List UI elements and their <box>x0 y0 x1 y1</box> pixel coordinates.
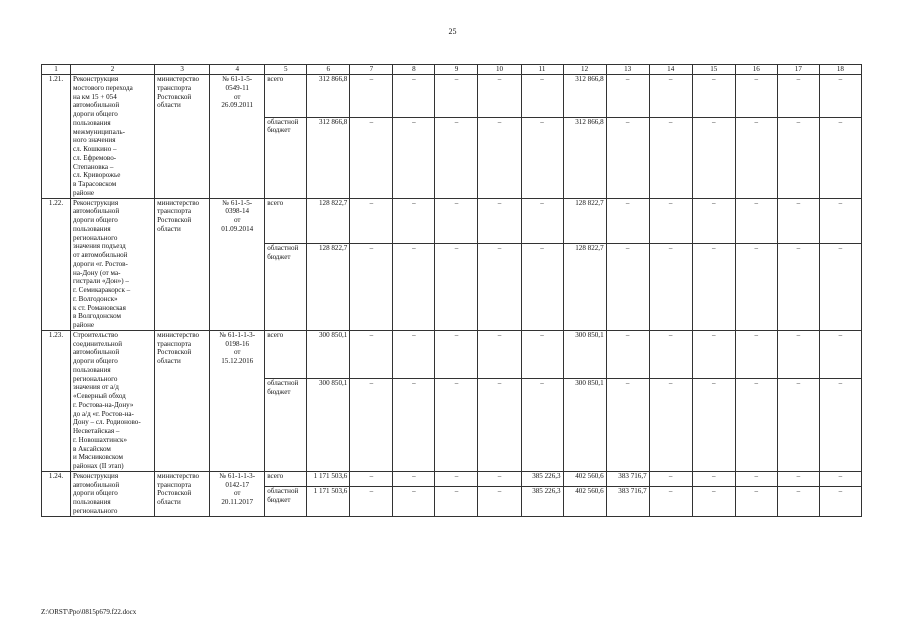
project-name <box>71 198 155 330</box>
amount-cell: – <box>478 198 521 244</box>
column-number-cell: 12 <box>563 65 606 75</box>
amount-cell: – <box>393 75 435 118</box>
project-name-line: соединительной <box>73 339 123 348</box>
column-number-cell: 16 <box>735 65 777 75</box>
document-number-line: от <box>233 92 241 101</box>
column-number-cell: 7 <box>350 65 393 75</box>
amount-cell: 312 866,8 <box>307 117 350 198</box>
project-name-line: пользования <box>73 365 111 374</box>
project-row <box>42 75 862 118</box>
project-name-line: автомобильной <box>73 101 120 110</box>
amount-cell: – <box>478 117 521 198</box>
amount-cell: – <box>393 471 435 486</box>
amount-cell: 128 822,7 <box>307 198 350 244</box>
amount-cell: – <box>393 379 435 471</box>
column-number-cell: 3 <box>155 65 210 75</box>
project-name-line: районе <box>73 188 95 197</box>
ministry-name-line: транспорта <box>157 83 192 92</box>
amount-cell: – <box>777 244 819 331</box>
amount-cell: – <box>777 471 819 486</box>
amount-cell: 312 866,8 <box>563 117 606 198</box>
amount-cell: – <box>777 379 819 471</box>
document-number-line: № 61-1-5- <box>222 75 253 83</box>
document-number <box>210 75 265 199</box>
project-row <box>42 198 862 244</box>
ministry-name-line: министерство <box>157 75 200 83</box>
funding-source-line: бюджет <box>267 252 291 261</box>
document-table-wrapper <box>41 64 862 603</box>
column-number-cell: 8 <box>393 65 435 75</box>
amount-cell: – <box>350 75 393 118</box>
funding-source-line: областной <box>267 487 299 496</box>
document-number-line: от <box>233 348 241 357</box>
ministry-name-line: министерство <box>157 330 200 339</box>
ministry-name <box>155 75 210 199</box>
amount-cell: – <box>350 471 393 486</box>
amount-cell: – <box>819 330 861 379</box>
document-number-line: 0398-14 <box>225 207 250 216</box>
amount-cell: – <box>735 244 777 331</box>
column-number-cell: 6 <box>307 65 350 75</box>
amount-cell: – <box>819 471 861 486</box>
amount-cell: – <box>735 75 777 118</box>
amount-cell: – <box>606 379 649 471</box>
amount-cell: – <box>435 487 478 516</box>
ministry-name-line: транспорта <box>157 339 192 348</box>
funding-source <box>265 379 307 471</box>
column-number-row <box>42 65 862 75</box>
project-name-line: регионального <box>73 506 118 515</box>
project-name-line: сл. Кошкино – <box>73 145 117 153</box>
amount-cell: – <box>649 198 692 244</box>
funding-source-line: областной <box>267 244 299 253</box>
project-name-line: пользования <box>73 118 111 127</box>
ministry-name-line: транспорта <box>157 207 192 216</box>
row-number: 1.24. <box>42 471 71 516</box>
funding-source-line: бюджет <box>267 126 291 135</box>
project-name-line: г. Волгодонск» <box>73 294 118 303</box>
amount-cell: – <box>435 471 478 486</box>
amount-cell: – <box>735 471 777 486</box>
project-name-line: ного значения <box>73 136 116 145</box>
project-name-line: гистрали «Дон») – <box>73 277 129 286</box>
amount-cell: 128 822,7 <box>307 244 350 331</box>
amount-cell: 385 226,3 <box>521 487 563 516</box>
project-name-line: к ст. Романовская <box>73 303 126 312</box>
amount-cell: – <box>777 75 819 118</box>
amount-cell: – <box>777 330 819 379</box>
funding-source-line: бюджет <box>267 388 291 397</box>
amount-cell: – <box>692 117 735 198</box>
amount-cell: – <box>393 198 435 244</box>
amount-cell: – <box>819 379 861 471</box>
document-number-line: № 61-1-5- <box>222 198 253 207</box>
amount-cell: – <box>435 198 478 244</box>
amount-cell: – <box>393 117 435 198</box>
project-name-line: и Мясниковском <box>73 453 123 462</box>
ministry-name-line: министерство <box>157 471 200 480</box>
column-number-cell: 10 <box>478 65 521 75</box>
document-number-line: 0198-16 <box>225 339 250 348</box>
amount-cell: – <box>350 198 393 244</box>
project-name-line: Реконструкция <box>73 198 119 207</box>
amount-cell: 1 171 503,6 <box>307 471 350 486</box>
funding-source-line: областной <box>267 117 299 126</box>
amount-cell: – <box>606 117 649 198</box>
document-number-line: 15.12.2016 <box>221 357 254 365</box>
amount-cell: 402 560,6 <box>563 487 606 516</box>
amount-cell: – <box>521 244 563 331</box>
amount-cell: – <box>606 198 649 244</box>
project-name-line: дороги общего <box>73 489 118 498</box>
ministry-name-line: Ростовской <box>157 92 192 101</box>
project-name-line: в Тарасовском <box>73 180 117 188</box>
ministry-name <box>155 471 210 516</box>
document-number-line: № 61-1-1-3- <box>219 330 256 339</box>
amount-cell: – <box>819 198 861 244</box>
amount-cell: – <box>819 487 861 516</box>
project-name-line: в Аксайском <box>73 444 111 453</box>
project-name-line: на-Дону (от ма- <box>73 268 121 277</box>
ministry-name <box>155 198 210 330</box>
amount-cell: – <box>393 330 435 379</box>
amount-cell: – <box>649 487 692 516</box>
amount-cell: – <box>478 244 521 331</box>
document-number-line: 20.11.2017 <box>221 498 254 506</box>
file-path-footer: Z:\ORST\Ppo\0815p679.f22.docx <box>41 608 137 616</box>
project-name-line: регионального <box>73 233 118 242</box>
ministry-name <box>155 330 210 471</box>
amount-cell: 385 226,3 <box>521 471 563 486</box>
project-name-line: дороги общего <box>73 216 118 224</box>
project-name-line: регионального <box>73 374 118 383</box>
document-number-line: от <box>233 216 241 224</box>
project-table <box>41 64 862 517</box>
funding-source-line: областной <box>267 379 299 388</box>
project-name-line: межмуниципаль- <box>73 127 125 136</box>
project-name-line: значения подъезд <box>73 242 126 251</box>
amount-cell: – <box>521 330 563 379</box>
amount-cell: – <box>735 117 777 198</box>
funding-source <box>265 330 307 379</box>
amount-cell: 1 171 503,6 <box>307 487 350 516</box>
amount-cell: – <box>521 198 563 244</box>
amount-cell: 312 866,8 <box>307 75 350 118</box>
column-number-cell: 17 <box>777 65 819 75</box>
amount-cell: – <box>350 379 393 471</box>
funding-source <box>265 117 307 198</box>
amount-cell: – <box>692 487 735 516</box>
page-number: 25 <box>448 27 457 36</box>
project-name-line: районе <box>73 321 95 329</box>
project-name-line: сл. Ефремово- <box>73 153 117 162</box>
project-name-line: Несветайская – <box>73 427 120 435</box>
amount-cell: – <box>606 330 649 379</box>
column-number-cell: 4 <box>210 65 265 75</box>
column-number-cell: 1 <box>42 65 71 75</box>
amount-cell: – <box>478 379 521 471</box>
amount-cell: – <box>649 117 692 198</box>
amount-cell: – <box>735 379 777 471</box>
amount-cell: 300 850,1 <box>563 379 606 471</box>
funding-source-line: всего <box>267 198 284 207</box>
amount-cell: 128 822,7 <box>563 198 606 244</box>
project-name <box>71 471 155 516</box>
amount-cell: – <box>478 471 521 486</box>
column-number-cell: 18 <box>819 65 861 75</box>
ministry-name-line: Ростовской <box>157 216 192 224</box>
project-name-line: пользования <box>73 224 111 233</box>
amount-cell: – <box>777 117 819 198</box>
project-name-line: дороги общего <box>73 357 118 365</box>
document-number-line: № 61-1-1-3- <box>219 471 256 480</box>
ministry-name-line: области <box>157 357 181 365</box>
amount-cell: – <box>649 75 692 118</box>
project-name-line: автомобильной <box>73 480 120 489</box>
amount-cell: 300 850,1 <box>307 330 350 379</box>
amount-cell: – <box>521 75 563 118</box>
amount-cell: – <box>521 117 563 198</box>
funding-source-line: бюджет <box>267 495 291 504</box>
amount-cell: – <box>350 330 393 379</box>
amount-cell: – <box>777 487 819 516</box>
row-number: 1.23. <box>42 330 71 471</box>
amount-cell: – <box>435 330 478 379</box>
funding-source <box>265 487 307 516</box>
column-number-cell: 5 <box>265 65 307 75</box>
project-name-line: автомобильной <box>73 348 120 357</box>
ministry-name-line: министерство <box>157 198 200 207</box>
document-number <box>210 471 265 516</box>
amount-cell: – <box>478 330 521 379</box>
project-name-line: пользования <box>73 498 111 506</box>
document-number <box>210 198 265 330</box>
project-name-line: на км 15 + 054 <box>73 92 117 101</box>
amount-cell: – <box>350 244 393 331</box>
project-name-line: Строительство <box>73 330 118 339</box>
amount-cell: – <box>649 330 692 379</box>
project-name-line: районах (II этап) <box>73 462 124 470</box>
project-name-line: в Волгодонском <box>73 312 122 321</box>
column-number-cell: 2 <box>71 65 155 75</box>
document-number-line: 26.09.2011 <box>221 101 254 110</box>
amount-cell: 383 716,7 <box>606 487 649 516</box>
amount-cell: 300 850,1 <box>563 330 606 379</box>
amount-cell: – <box>692 471 735 486</box>
amount-cell: – <box>649 471 692 486</box>
row-number: 1.22. <box>42 198 71 330</box>
amount-cell: – <box>692 75 735 118</box>
project-name-line: Дону – сл. Родионово- <box>73 418 141 427</box>
funding-source <box>265 244 307 331</box>
amount-cell: – <box>692 330 735 379</box>
amount-cell: – <box>606 244 649 331</box>
ministry-name-line: Ростовской <box>157 348 192 357</box>
funding-source-line: всего <box>267 471 284 480</box>
project-name <box>71 330 155 471</box>
funding-source <box>265 75 307 118</box>
project-name <box>71 75 155 199</box>
amount-cell: – <box>735 330 777 379</box>
project-row <box>42 471 862 486</box>
ministry-name-line: транспорта <box>157 480 192 489</box>
amount-cell: 128 822,7 <box>563 244 606 331</box>
amount-cell: – <box>435 379 478 471</box>
amount-cell: – <box>478 487 521 516</box>
amount-cell: – <box>478 75 521 118</box>
amount-cell: – <box>521 379 563 471</box>
amount-cell: – <box>435 75 478 118</box>
amount-cell: – <box>435 117 478 198</box>
amount-cell: – <box>735 198 777 244</box>
document-number-line: 01.09.2014 <box>221 224 254 233</box>
project-name-line: значения от а/д <box>73 383 119 392</box>
amount-cell: – <box>819 244 861 331</box>
ministry-name-line: области <box>157 224 181 233</box>
column-number-cell: 9 <box>435 65 478 75</box>
amount-cell: – <box>606 75 649 118</box>
project-name-line: г. Семикаракорск – <box>73 286 131 294</box>
project-name-line: г. Новошахтинск» <box>73 435 128 444</box>
amount-cell: – <box>393 244 435 331</box>
amount-cell: – <box>649 379 692 471</box>
project-name-line: Реконструкция <box>73 471 119 480</box>
project-name-line: Степановка – <box>73 162 114 171</box>
amount-cell: – <box>692 198 735 244</box>
project-name-line: сл. Криворожье <box>73 171 121 180</box>
funding-source <box>265 471 307 486</box>
amount-cell: – <box>692 379 735 471</box>
project-row <box>42 330 862 379</box>
funding-source-line: всего <box>267 75 284 83</box>
document-number-line: 0549-11 <box>225 83 249 92</box>
row-number: 1.21. <box>42 75 71 199</box>
amount-cell: 312 866,8 <box>563 75 606 118</box>
project-name-line: дороги «г. Ростов- <box>73 259 128 268</box>
amount-cell: – <box>350 487 393 516</box>
document-number <box>210 330 265 471</box>
project-name-line: до а/д «г. Ростов-на- <box>73 409 134 418</box>
project-name-line: мостового перехода <box>73 83 133 92</box>
amount-cell: – <box>350 117 393 198</box>
column-number-cell: 14 <box>649 65 692 75</box>
amount-cell: – <box>819 75 861 118</box>
document-number-line: от <box>233 489 241 498</box>
amount-cell: 300 850,1 <box>307 379 350 471</box>
project-name-line: от автомобильной <box>73 251 128 259</box>
ministry-name-line: области <box>157 101 181 110</box>
amount-cell: – <box>777 198 819 244</box>
column-number-cell: 15 <box>692 65 735 75</box>
funding-source <box>265 198 307 244</box>
project-name-line: дороги общего <box>73 110 118 118</box>
project-name-line: г. Ростова-на-Дону» <box>73 400 134 409</box>
funding-source-line: всего <box>267 330 284 339</box>
document-number-line: 0142-17 <box>225 480 250 489</box>
ministry-name-line: области <box>157 498 181 506</box>
column-number-cell: 11 <box>521 65 563 75</box>
project-name-line: «Северный обход <box>73 392 126 400</box>
ministry-name-line: Ростовской <box>157 489 192 498</box>
amount-cell: – <box>819 117 861 198</box>
amount-cell: – <box>435 244 478 331</box>
project-name-line: автомобильной <box>73 207 120 216</box>
amount-cell: – <box>393 487 435 516</box>
amount-cell: 383 716,7 <box>606 471 649 486</box>
amount-cell: – <box>735 487 777 516</box>
amount-cell: 402 560,6 <box>563 471 606 486</box>
table-body <box>42 65 862 517</box>
project-name-line: Реконструкция <box>73 75 119 83</box>
amount-cell: – <box>649 244 692 331</box>
column-number-cell: 13 <box>606 65 649 75</box>
amount-cell: – <box>692 244 735 331</box>
